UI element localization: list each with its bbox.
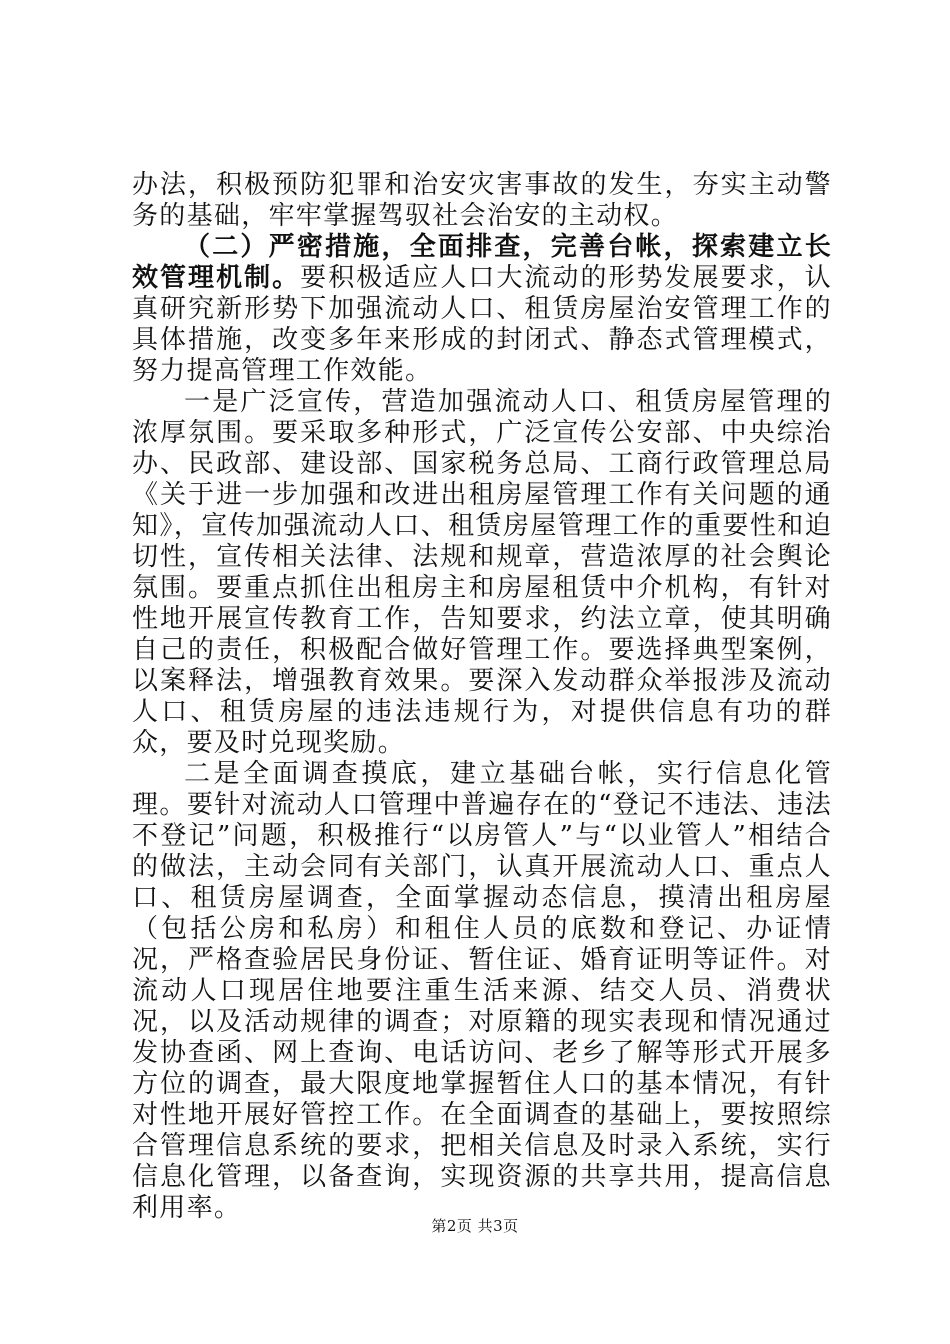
paragraph-4	[132, 759, 832, 1224]
paragraph-3	[132, 387, 832, 759]
paragraph-2	[132, 232, 832, 387]
paragraph-text: 一是广泛宣传，营造加强流动人口、租赁房屋管理的浓厚氛围。要采取多种形式，广泛宣传公安部、中央综治办、民政部、建设部、国家税务总局、工商行政管理总局《关于进一步加强和改进出租房屋管理工作有关问题的通知》，宣传加强流动人口、租赁房屋管理工作的重要性和迫切性，宣传相关法律、法规和规章，营造浓厚的社会舆论氛围。要重点抓住出租房主和房屋租赁中介机构，有针对性地开展宣传教育工作，告知要求，约法立章，使其明确自己的责任，积极配合做好管理工作。要选择典型案例，以案释法，增强教育效果。要深入发动群众举报涉及流动人口、租赁房屋的违法违规行为，对提供信息有功的群众，要及时兑现奖励。	[132, 387, 832, 758]
page-number-footer: 第2页 共3页	[431, 1217, 519, 1235]
paragraph-text: 二是全面调查摸底，建立基础台帐，实行信息化管理。要针对流动人口管理中普遍存在的“登记不违法、违法不登记”问题，积极推行“以房管人”与“以业管人”相结合的做法，主动会同有关部门，认真开展流动人口、重点人口、租赁房屋调查，全面掌握动态信息，摸清出租房屋（包括公房和私房）和租住人员的底数和登记、办证情况，严格查验居民身份证、暂住证、婚育证明等证件。对流动人口现居住地要注重生活来源、结交人员、消费状况，以及活动规律的调查；对原籍的现实表现和情况通过发协查函、网上查询、电话访问、老乡了解等形式开展多方位的调查，最大限度地掌握暂住人口的基本情况，有针对性地开展好管控工作。在全面调查的基础上，要按照综合管理信息系统的要求，把相关信息及时录入系统，实行信息化管理，以备查询，实现资源的共享共用，提高信息利用率。	[132, 759, 832, 1223]
section-heading: （二）严密措施，全面排查，完善台帐，探索建立长效管理机制。	[132, 232, 832, 293]
paragraph-text: 办法，积极预防犯罪和治安灾害事故的发生，夯实主动警务的基础，牢牢掌握驾驭社会治安的主动权。	[132, 170, 832, 231]
paragraph-1	[132, 170, 832, 232]
paragraph-text: 要积极适应人口大流动的形势发展要求，认真研究新形势下加强流动人口、租赁房屋治安管理工作的具体措施，改变多年来形成的封闭式、静态式管理模式，努力提高管理工作效能。	[132, 263, 832, 386]
document-body	[132, 170, 832, 1224]
